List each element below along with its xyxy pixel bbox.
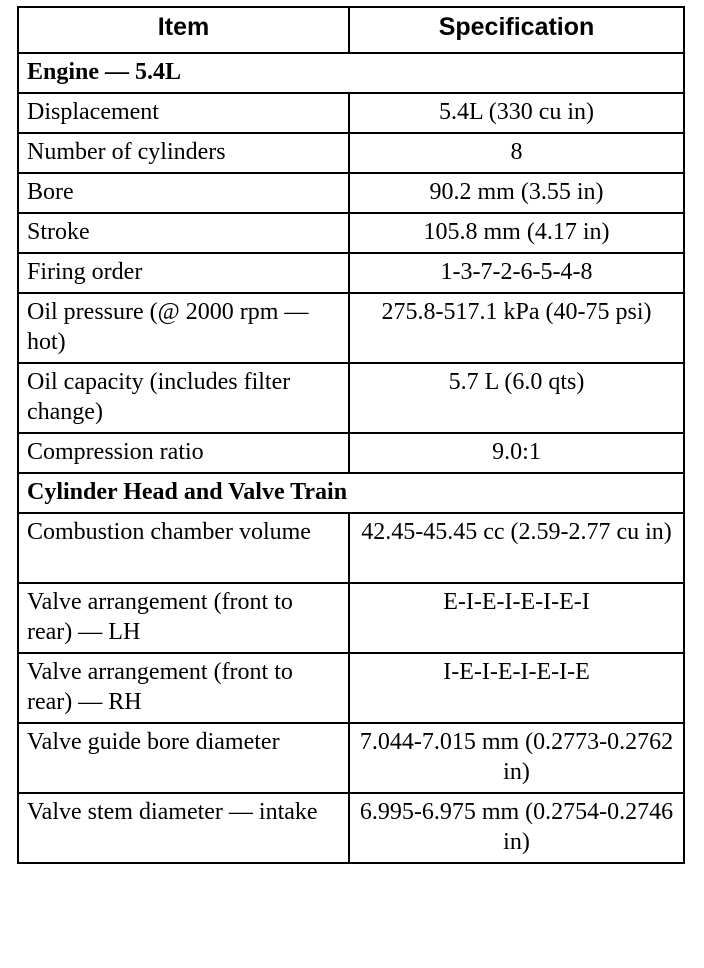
table-row bbox=[18, 293, 684, 363]
table-row bbox=[18, 653, 684, 723]
section-title-cylinder-head: Cylinder Head and Valve Train bbox=[18, 473, 684, 513]
row-spec: I-E-I-E-I-E-I-E bbox=[349, 653, 684, 723]
row-item: Number of cylinders bbox=[18, 133, 349, 173]
table-row bbox=[18, 133, 684, 173]
row-item: Valve arrangement (front to rear) — RH bbox=[18, 653, 349, 723]
section-title-engine: Engine — 5.4L bbox=[18, 53, 684, 93]
specification-table bbox=[17, 6, 685, 864]
row-item: Oil capacity (includes filter change) bbox=[18, 363, 349, 433]
row-spec: 105.8 mm (4.17 in) bbox=[349, 213, 684, 253]
row-spec: 275.8-517.1 kPa (40-75 psi) bbox=[349, 293, 684, 363]
row-spec: 8 bbox=[349, 133, 684, 173]
row-item: Valve stem diameter — intake bbox=[18, 793, 349, 863]
table-row bbox=[18, 793, 684, 863]
table-row bbox=[18, 253, 684, 293]
row-spec: 42.45-45.45 cc (2.59-2.77 cu in) bbox=[349, 513, 684, 583]
row-item: Stroke bbox=[18, 213, 349, 253]
section-row-cylinder-head bbox=[18, 473, 684, 513]
table-row bbox=[18, 513, 684, 583]
row-item: Oil pressure (@ 2000 rpm — hot) bbox=[18, 293, 349, 363]
table-row bbox=[18, 723, 684, 793]
table-row bbox=[18, 363, 684, 433]
row-item: Valve guide bore diameter bbox=[18, 723, 349, 793]
table-row bbox=[18, 213, 684, 253]
row-spec: 5.7 L (6.0 qts) bbox=[349, 363, 684, 433]
header-item: Item bbox=[18, 7, 349, 53]
table-row bbox=[18, 433, 684, 473]
row-item: Combustion chamber volume bbox=[18, 513, 349, 583]
row-spec: 90.2 mm (3.55 in) bbox=[349, 173, 684, 213]
row-item: Displacement bbox=[18, 93, 349, 133]
row-spec: 1-3-7-2-6-5-4-8 bbox=[349, 253, 684, 293]
table-row bbox=[18, 583, 684, 653]
row-spec: 5.4L (330 cu in) bbox=[349, 93, 684, 133]
row-item: Bore bbox=[18, 173, 349, 213]
table-row bbox=[18, 93, 684, 133]
row-item: Valve arrangement (front to rear) — LH bbox=[18, 583, 349, 653]
table-header-row bbox=[18, 7, 684, 53]
row-spec: E-I-E-I-E-I-E-I bbox=[349, 583, 684, 653]
row-spec: 7.044-7.015 mm (0.2773-0.2762 in) bbox=[349, 723, 684, 793]
table-row bbox=[18, 173, 684, 213]
section-row-engine bbox=[18, 53, 684, 93]
row-spec: 9.0:1 bbox=[349, 433, 684, 473]
header-specification: Specification bbox=[349, 7, 684, 53]
row-item: Firing order bbox=[18, 253, 349, 293]
row-item: Compression ratio bbox=[18, 433, 349, 473]
row-spec: 6.995-6.975 mm (0.2754-0.2746 in) bbox=[349, 793, 684, 863]
